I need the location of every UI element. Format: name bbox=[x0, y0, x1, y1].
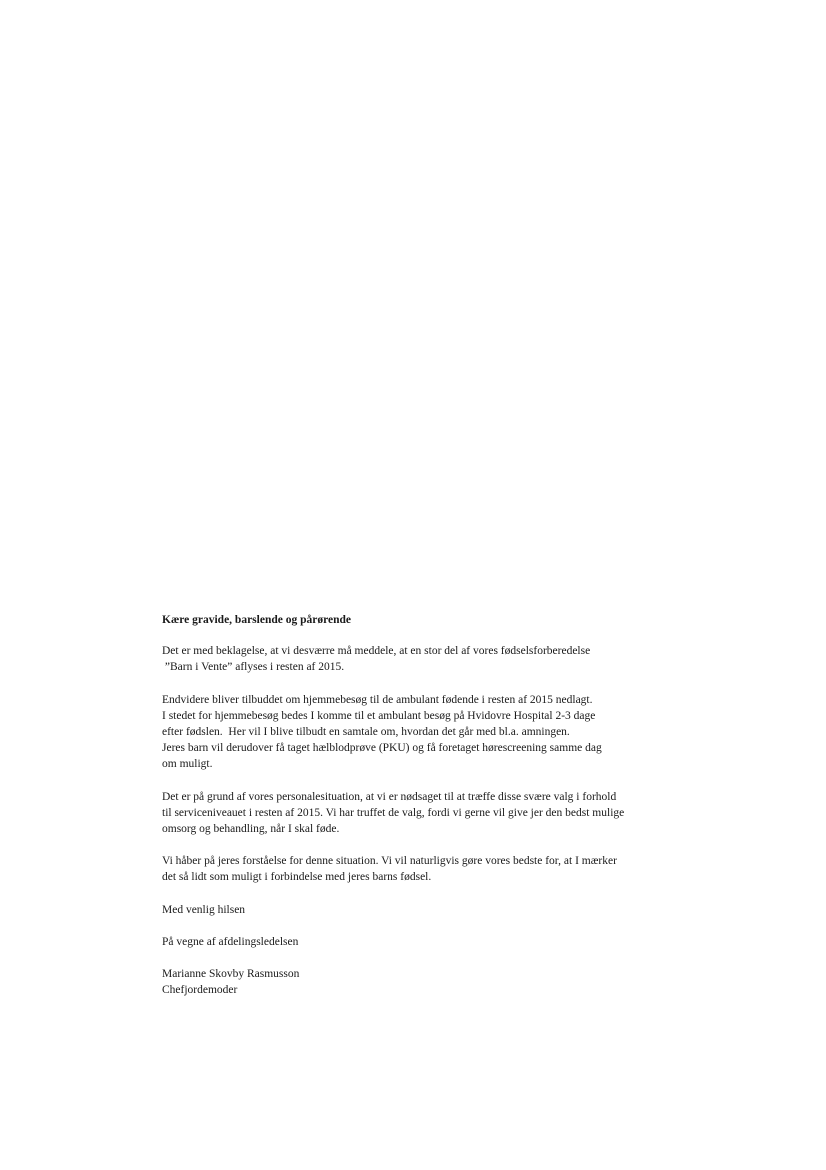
paragraph-1 bbox=[162, 643, 662, 675]
paragraph-4 bbox=[162, 853, 662, 885]
paragraph-line: om muligt. bbox=[162, 758, 213, 771]
paragraph-line: Endvidere bliver tilbuddet om hjemmebesøg til de ambulant fødende i resten af 2015 nedlagt. bbox=[162, 693, 593, 706]
paragraph-line: det så lidt som muligt i forbindelse med jeres barns fødsel. bbox=[162, 871, 432, 884]
paragraph-line: Det er med beklagelse, at vi desværre må meddele, at en stor del af vores fødselsforberedelse bbox=[162, 645, 591, 658]
paragraph-line: efter fødslen. Her vil I blive tilbudt en samtale om, hvordan det går med bl.a. amningen. bbox=[162, 726, 570, 739]
paragraph-line: Det er på grund af vores personalesituation, at vi er nødsaget til at træffe disse svære valg i forhold bbox=[162, 790, 617, 803]
paragraph-line: omsorg og behandling, når I skal føde. bbox=[162, 823, 340, 836]
paragraph-3 bbox=[162, 789, 662, 838]
letter-greeting: Kære gravide, barslende og pårørende bbox=[162, 614, 351, 626]
paragraph-2 bbox=[162, 692, 662, 773]
letter-body bbox=[162, 612, 662, 998]
letter-closing: Med venlig hilsen bbox=[162, 903, 246, 916]
paragraph-line: I stedet for hjemmebesøg bedes I komme til et ambulant besøg på Hvidovre Hospital 2-3 dage bbox=[162, 709, 596, 722]
paragraph-line: til serviceniveauet i resten af 2015. Vi har truffet de valg, fordi vi gerne vil give jer den bedst mulige bbox=[162, 806, 625, 819]
on-behalf-line: På vegne af afdelingsledelsen bbox=[162, 935, 299, 948]
signer-title: Chefjordemoder bbox=[162, 984, 238, 997]
paragraph-line: ”Barn i Vente” aflyses i resten af 2015. bbox=[162, 661, 345, 674]
paragraph-line: Jeres barn vil derudover få taget hælblodprøve (PKU) og få foretaget hørescreening samme dag bbox=[162, 742, 602, 755]
signer-name: Marianne Skovby Rasmusson bbox=[162, 968, 300, 981]
paragraph-line: Vi håber på jeres forståelse for denne situation. Vi vil naturligvis gøre vores bedste for, at I mærker bbox=[162, 855, 617, 868]
